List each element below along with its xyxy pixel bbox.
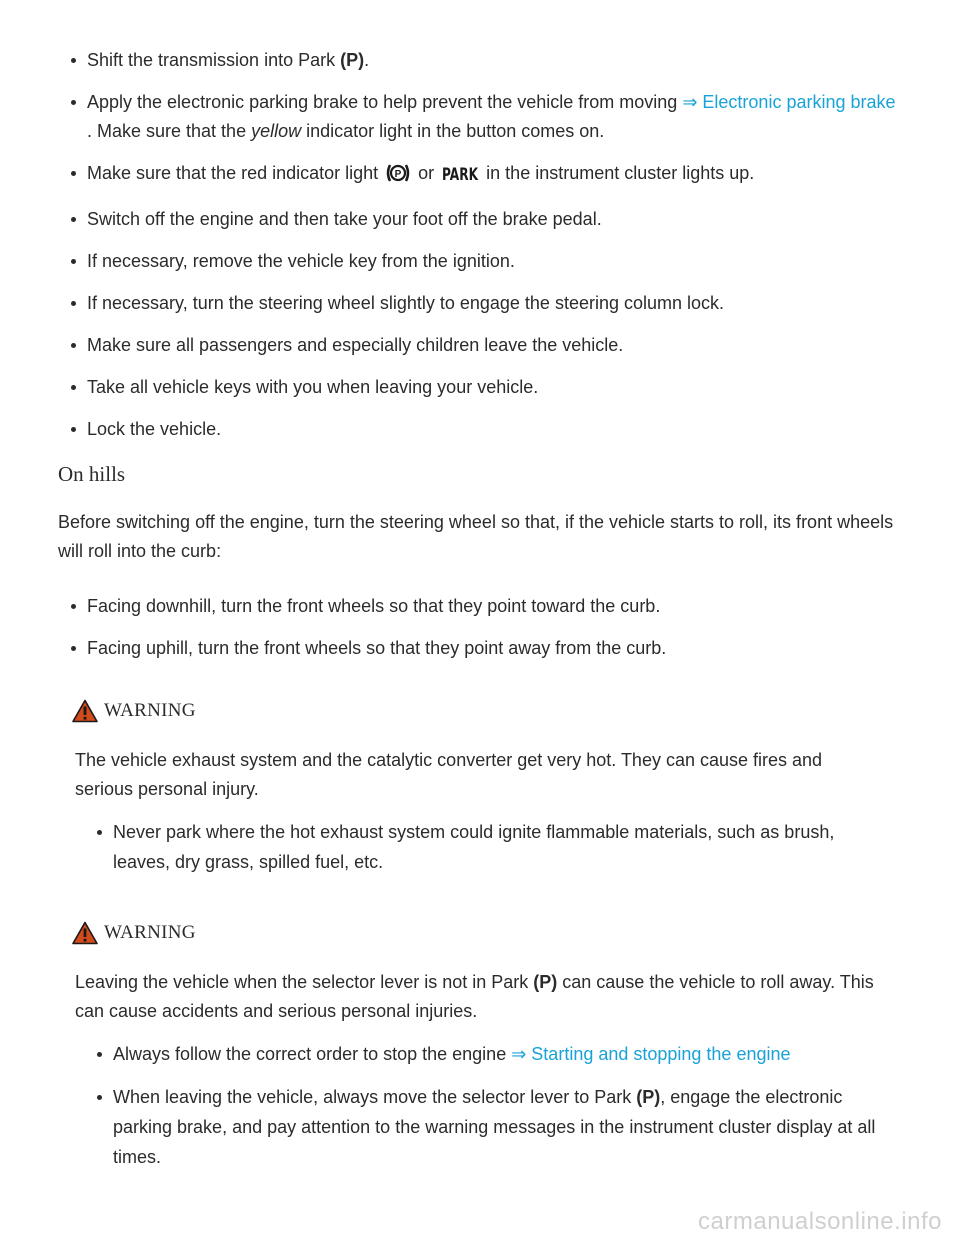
- list-item: When leaving the vehicle, always move the selector lever to Park (P), engage the electronic parking brake, and pay attention to the warning messages in the instrument cluster display at all times.: [84, 1082, 882, 1172]
- park-text-indicator-icon: [441, 163, 479, 192]
- electronic-parking-brake-link[interactable]: ⇒ Electronic parking brake: [682, 92, 896, 112]
- list-item: Lock the vehicle.: [58, 415, 898, 444]
- list-item: Make sure that the red indicator light P or PARK in the instrument cluster lights up.: [58, 159, 898, 192]
- list-item: If necessary, remove the vehicle key from the ignition.: [58, 247, 898, 276]
- warning-header: [72, 918, 882, 948]
- warning-paragraph: The vehicle exhaust system and the catalytic converter get very hot. They can cause fires and serious personal injury.: [75, 750, 823, 799]
- hills-paragraph: Before switching off the engine, turn the steering wheel so that, if the vehicle starts to roll, its front wheels will roll into the curb:: [58, 512, 894, 561]
- list-item: Apply the electronic parking brake to help prevent the vehicle from moving ⇒ Electronic parking brake . Make sure that the yellow indicator light in the button comes on.: [58, 88, 898, 146]
- list-item: Never park where the hot exhaust system could ignite flammable materials, such as brush, leaves, dry grass, spilled fuel, etc.: [84, 817, 882, 877]
- list-item: Make sure all passengers and especially children leave the vehicle.: [58, 331, 898, 360]
- warning-title: WARNING: [104, 922, 196, 943]
- list-item: Facing uphill, turn the front wheels so that they point away from the curb.: [58, 634, 898, 663]
- warning-list: [84, 1039, 882, 1172]
- list-item: Shift the transmission into Park (P).: [58, 46, 898, 75]
- starting-stopping-engine-link[interactable]: ⇒ Starting and stopping the engine: [511, 1044, 791, 1064]
- warning-box-selector-lever: [72, 918, 882, 1185]
- svg-text:PARK: PARK: [442, 165, 479, 185]
- warning-title: WARNING: [104, 700, 196, 721]
- list-item: If necessary, turn the steering wheel slightly to engage the steering column lock.: [58, 289, 898, 318]
- section-heading-on-hills: On hills: [58, 462, 126, 486]
- warning-triangle-icon: [72, 921, 98, 945]
- parking-brake-indicator-icon: [385, 163, 411, 192]
- list-item: Facing downhill, turn the front wheels so that they point toward the curb.: [58, 592, 898, 621]
- svg-text:P: P: [394, 169, 402, 180]
- list-item: Switch off the engine and then take your foot off the brake pedal.: [58, 205, 898, 234]
- parking-steps-list: [58, 46, 898, 457]
- warning-triangle-icon: [72, 699, 98, 723]
- warning-list: [84, 817, 882, 877]
- warning-header: [72, 696, 882, 726]
- list-item: Take all vehicle keys with you when leaving your vehicle.: [58, 373, 898, 402]
- warning-box-exhaust: [72, 696, 882, 890]
- list-item: Always follow the correct order to stop the engine ⇒ Starting and stopping the engine: [84, 1039, 882, 1069]
- warning-paragraph: Leaving the vehicle when the selector lever is not in Park (P) can cause the vehicle to roll away. This can cause accidents and serious personal injuries.: [75, 972, 874, 1021]
- hills-list: [58, 592, 898, 676]
- watermark-footer: carmanualsonline.info: [698, 1208, 942, 1235]
